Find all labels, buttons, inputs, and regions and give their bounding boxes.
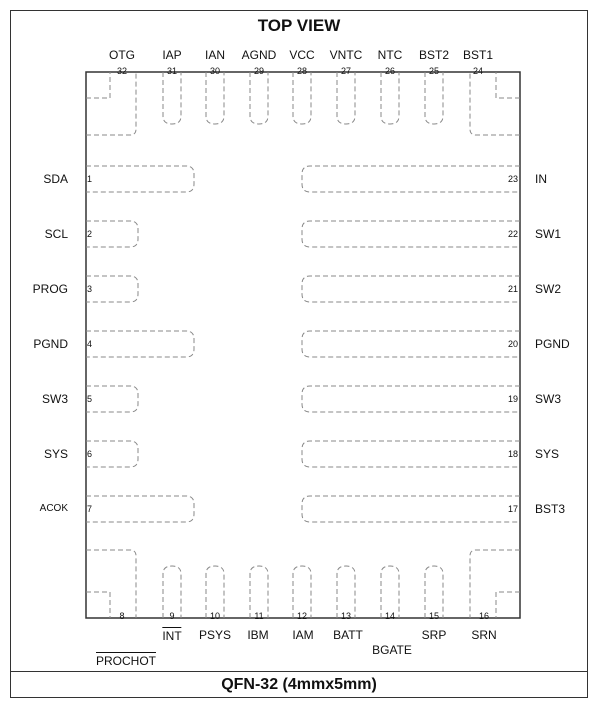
pin-label-28: VCC [289, 48, 315, 62]
corner-pad-sw [86, 550, 136, 618]
pin-number-30: 30 [209, 66, 221, 76]
pin-number-1: 1 [87, 174, 93, 184]
pin-label-30: IAN [204, 48, 226, 62]
pin-number-29: 29 [253, 66, 265, 76]
pin-label-19: SW3 [535, 392, 562, 406]
pad-top-26 [381, 72, 399, 124]
pin-label-21: SW2 [535, 282, 562, 296]
pin-number-24: 24 [472, 66, 484, 76]
pin-label-4: PGND [33, 337, 68, 351]
pad-right-18 [302, 441, 520, 467]
pin-label-29: AGND [241, 48, 277, 62]
pin-number-32: 32 [116, 66, 128, 76]
diagram-title: TOP VIEW [257, 16, 341, 35]
pin-number-26: 26 [384, 66, 396, 76]
pin-label-26: NTC [377, 48, 403, 62]
pin-label-25: BST2 [418, 48, 450, 62]
package-body [86, 72, 520, 618]
pin-number-27: 27 [340, 66, 352, 76]
pin-label-22: SW1 [535, 227, 562, 241]
pad-top-25 [425, 72, 443, 124]
pad-top-30 [206, 72, 224, 124]
pad-top-29 [250, 72, 268, 124]
pad-top-31 [163, 72, 181, 124]
pin-label-10: PSYS [198, 628, 232, 642]
pin-label-24: BST1 [462, 48, 494, 62]
pad-left-4 [86, 331, 194, 357]
pin-number-15: 15 [428, 611, 440, 621]
pin-number-6: 6 [87, 449, 93, 459]
pin-number-22: 22 [507, 229, 518, 239]
pin-label-1: SDA [43, 172, 68, 186]
pin-number-7: 7 [87, 504, 93, 514]
pin-label-8: PROCHOT [96, 654, 156, 668]
pad-right-19 [302, 386, 520, 412]
pin-label-17: BST3 [535, 502, 566, 516]
pin-label-9: INT [162, 629, 182, 643]
pin-number-3: 3 [87, 284, 93, 294]
pad-left-6 [86, 441, 138, 467]
corner-pad-ne-tab [496, 72, 520, 98]
package-caption: QFN-32 (4mmx5mm) [221, 676, 377, 693]
pin-label-32: OTG [109, 48, 135, 62]
pin-label-20: PGND [535, 337, 570, 351]
pad-top-27 [337, 72, 355, 124]
pin-label-31: IAP [162, 48, 182, 62]
pin-number-13: 13 [340, 611, 352, 621]
pin-label-14: BGATE [372, 643, 412, 657]
pin-number-10: 10 [209, 611, 221, 621]
pin-label-3: PROG [32, 282, 68, 296]
pin-label-27: VNTC [329, 48, 363, 62]
pad-left-2 [86, 221, 138, 247]
pin-number-31: 31 [166, 66, 178, 76]
corner-pad-se [470, 550, 520, 618]
pin-number-25: 25 [428, 66, 440, 76]
pin-number-28: 28 [296, 66, 308, 76]
pin-number-9: 9 [169, 611, 175, 621]
pin-label-18: SYS [535, 447, 560, 461]
pin-number-2: 2 [87, 229, 93, 239]
pin-number-16: 16 [478, 611, 490, 621]
pad-right-20 [302, 331, 520, 357]
pin-label-11: IBM [247, 628, 269, 642]
pin-number-19: 19 [507, 394, 518, 404]
pin-label-13: BATT [333, 628, 363, 642]
pad-right-17 [302, 496, 520, 522]
pin-number-5: 5 [87, 394, 93, 404]
pad-left-1 [86, 166, 194, 192]
pad-left-3 [86, 276, 138, 302]
pad-right-21 [302, 276, 520, 302]
pin-number-11: 11 [254, 611, 264, 621]
pin-label-15: SRP [421, 628, 447, 642]
corner-pad-ne [470, 72, 520, 135]
pin-number-12: 12 [296, 611, 308, 621]
pad-right-22 [302, 221, 520, 247]
pin-label-23: IN [535, 172, 547, 186]
pin-label-12: IAM [292, 628, 314, 642]
pad-right-23 [302, 166, 520, 192]
pin-number-17: 17 [507, 504, 518, 514]
pin-label-5: SW3 [41, 392, 68, 406]
pin-number-20: 20 [507, 339, 518, 349]
corner-pad-nw [86, 72, 136, 135]
pad-left-7 [86, 496, 194, 522]
pin-number-4: 4 [87, 339, 93, 349]
pin-label-6: SYS [43, 447, 68, 461]
pin-label-2: SCL [44, 227, 68, 241]
pad-left-5 [86, 386, 138, 412]
corner-pad-se-tab [496, 592, 520, 618]
corner-pad-nw-tab [86, 72, 110, 98]
pad-top-28 [293, 72, 311, 124]
pin-number-8: 8 [119, 611, 125, 621]
pin-number-21: 21 [507, 284, 518, 294]
corner-pad-sw-tab [86, 592, 110, 618]
pin-label-7: ACOK [39, 503, 68, 514]
pin-number-23: 23 [507, 174, 518, 184]
pin-number-18: 18 [507, 449, 518, 459]
pin-label-16: SRN [471, 628, 497, 642]
pin-number-14: 14 [384, 611, 396, 621]
